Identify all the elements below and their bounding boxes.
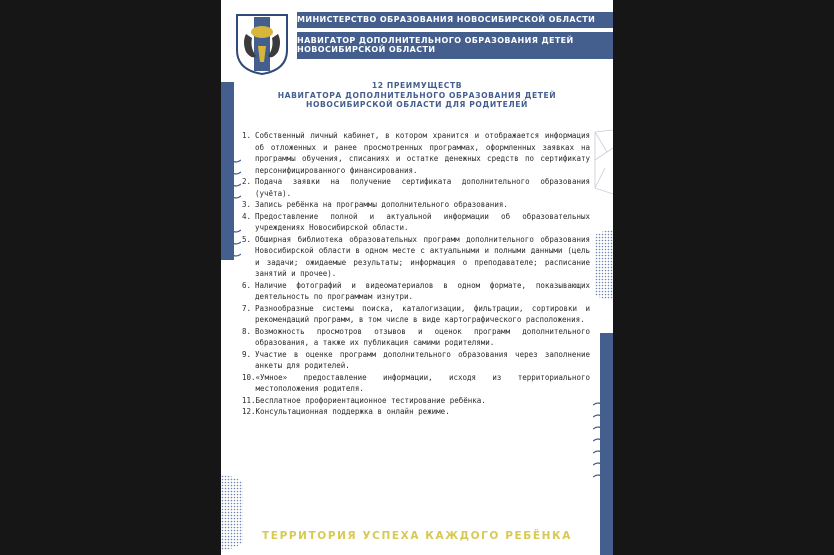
list-item-number: 2. — [242, 177, 252, 186]
list-item-text: Разнообразные системы поиска, каталогизации, фильтрации, сортировки и рекомендаций программ, в том числе в виде картографического расположения. — [255, 303, 590, 324]
coat-of-arms-icon — [234, 12, 290, 76]
page-title — [221, 81, 613, 110]
list-item-text: Бесплатное профориентационное тестирование ребёнка. — [255, 395, 486, 405]
title-line1: 12 ПРЕИМУЩЕСТВ — [371, 81, 463, 90]
title-line3: НОВОСИБИРСКОЙ ОБЛАСТИ ДЛЯ РОДИТЕЛЕЙ — [305, 100, 529, 109]
list-item-number: 1. — [242, 131, 252, 140]
wireframe-shape-icon — [591, 128, 613, 198]
list-item-text: Подача заявки на получение сертификата дополнительного образования (учёта). — [255, 177, 590, 198]
list-item-number: 5. — [242, 234, 252, 244]
list-item — [242, 349, 590, 372]
list-item-text: Предоставление полной и актуальной информации об образовательных учреждениях Новосибирской области. — [255, 211, 590, 232]
list-item-text: Обширная библиотека образовательных программ дополнительного образования Новосибирской области в одном месте с актуальными и полными данными (цель и задачи; ожидаемые результаты; информация о преподавателе; расписание занятий и прочее). — [255, 234, 590, 278]
dotted-circle-icon — [595, 230, 613, 300]
poster-sheet — [221, 0, 613, 555]
list-item-number: 9. — [242, 349, 252, 359]
list-item-text: Возможность просмотров отзывов и оценок программ дополнительного образования, а также их публикация самими родителями. — [255, 326, 590, 347]
list-item-text: Запись ребёнка на программы дополнительного образования. — [255, 200, 508, 209]
list-item-text: Собственный личный кабинет, в котором хранится и отображается информация об отложенных и ранее просмотренных программах, оформленных заявках на программы обучения, списаниях и остатке денежных средств по сертификату персонифицированного финансирования. — [255, 131, 590, 175]
list-item — [242, 234, 590, 280]
list-item — [242, 395, 590, 407]
list-item — [242, 372, 590, 395]
list-item-number: 4. — [242, 211, 252, 221]
list-item — [242, 303, 590, 326]
list-item-number: 11. — [242, 395, 256, 405]
list-item-number: 8. — [242, 326, 252, 336]
navigator-title-line2: НОВОСИБИРСКОЙ ОБЛАСТИ — [297, 45, 436, 54]
footer-slogan: ТЕРРИТОРИЯ УСПЕХА КАЖДОГО РЕБЁНКА — [262, 530, 572, 542]
list-item-text: Участие в оценке программ дополнительного образования через заполнение анкеты для родителей. — [255, 349, 590, 370]
list-item-number: 12. — [242, 407, 256, 416]
list-item — [242, 326, 590, 349]
advantages-list — [242, 130, 590, 418]
list-item-number: 10. — [242, 372, 256, 382]
ministry-title: МИНИСТЕРСТВО ОБРАЗОВАНИЯ НОВОСИБИРСКОЙ ОБЛАСТИ — [297, 15, 596, 24]
wave-lines-icon — [593, 395, 613, 545]
list-item — [242, 176, 590, 199]
list-item — [242, 130, 590, 176]
ministry-banner — [297, 12, 613, 28]
list-item-number: 7. — [242, 303, 252, 313]
navigator-banner — [297, 32, 613, 59]
list-item — [242, 211, 590, 234]
list-item-text: «Умное» предоставление информации, исходя из территориального местоположения родителя. — [255, 372, 590, 393]
list-item-number: 6. — [242, 280, 252, 290]
list-item — [242, 280, 590, 303]
title-line2: НАВИГАТОРА ДОПОЛНИТЕЛЬНОГО ОБРАЗОВАНИЯ ДЕТЕЙ — [277, 90, 557, 100]
list-item-text: Наличие фотографий и видеоматериалов в одном формате, показывающих деятельность по программам изнутри. — [255, 280, 590, 301]
list-item — [242, 199, 590, 211]
list-item-number: 3. — [242, 200, 252, 209]
wave-lines-icon — [221, 150, 241, 270]
list-item-text: Консультационная поддержка в онлайн режиме. — [255, 407, 450, 416]
navigator-title-line1: НАВИГАТОР ДОПОЛНИТЕЛЬНОГО ОБРАЗОВАНИЯ ДЕТЕЙ — [297, 36, 574, 45]
list-item — [242, 406, 590, 418]
